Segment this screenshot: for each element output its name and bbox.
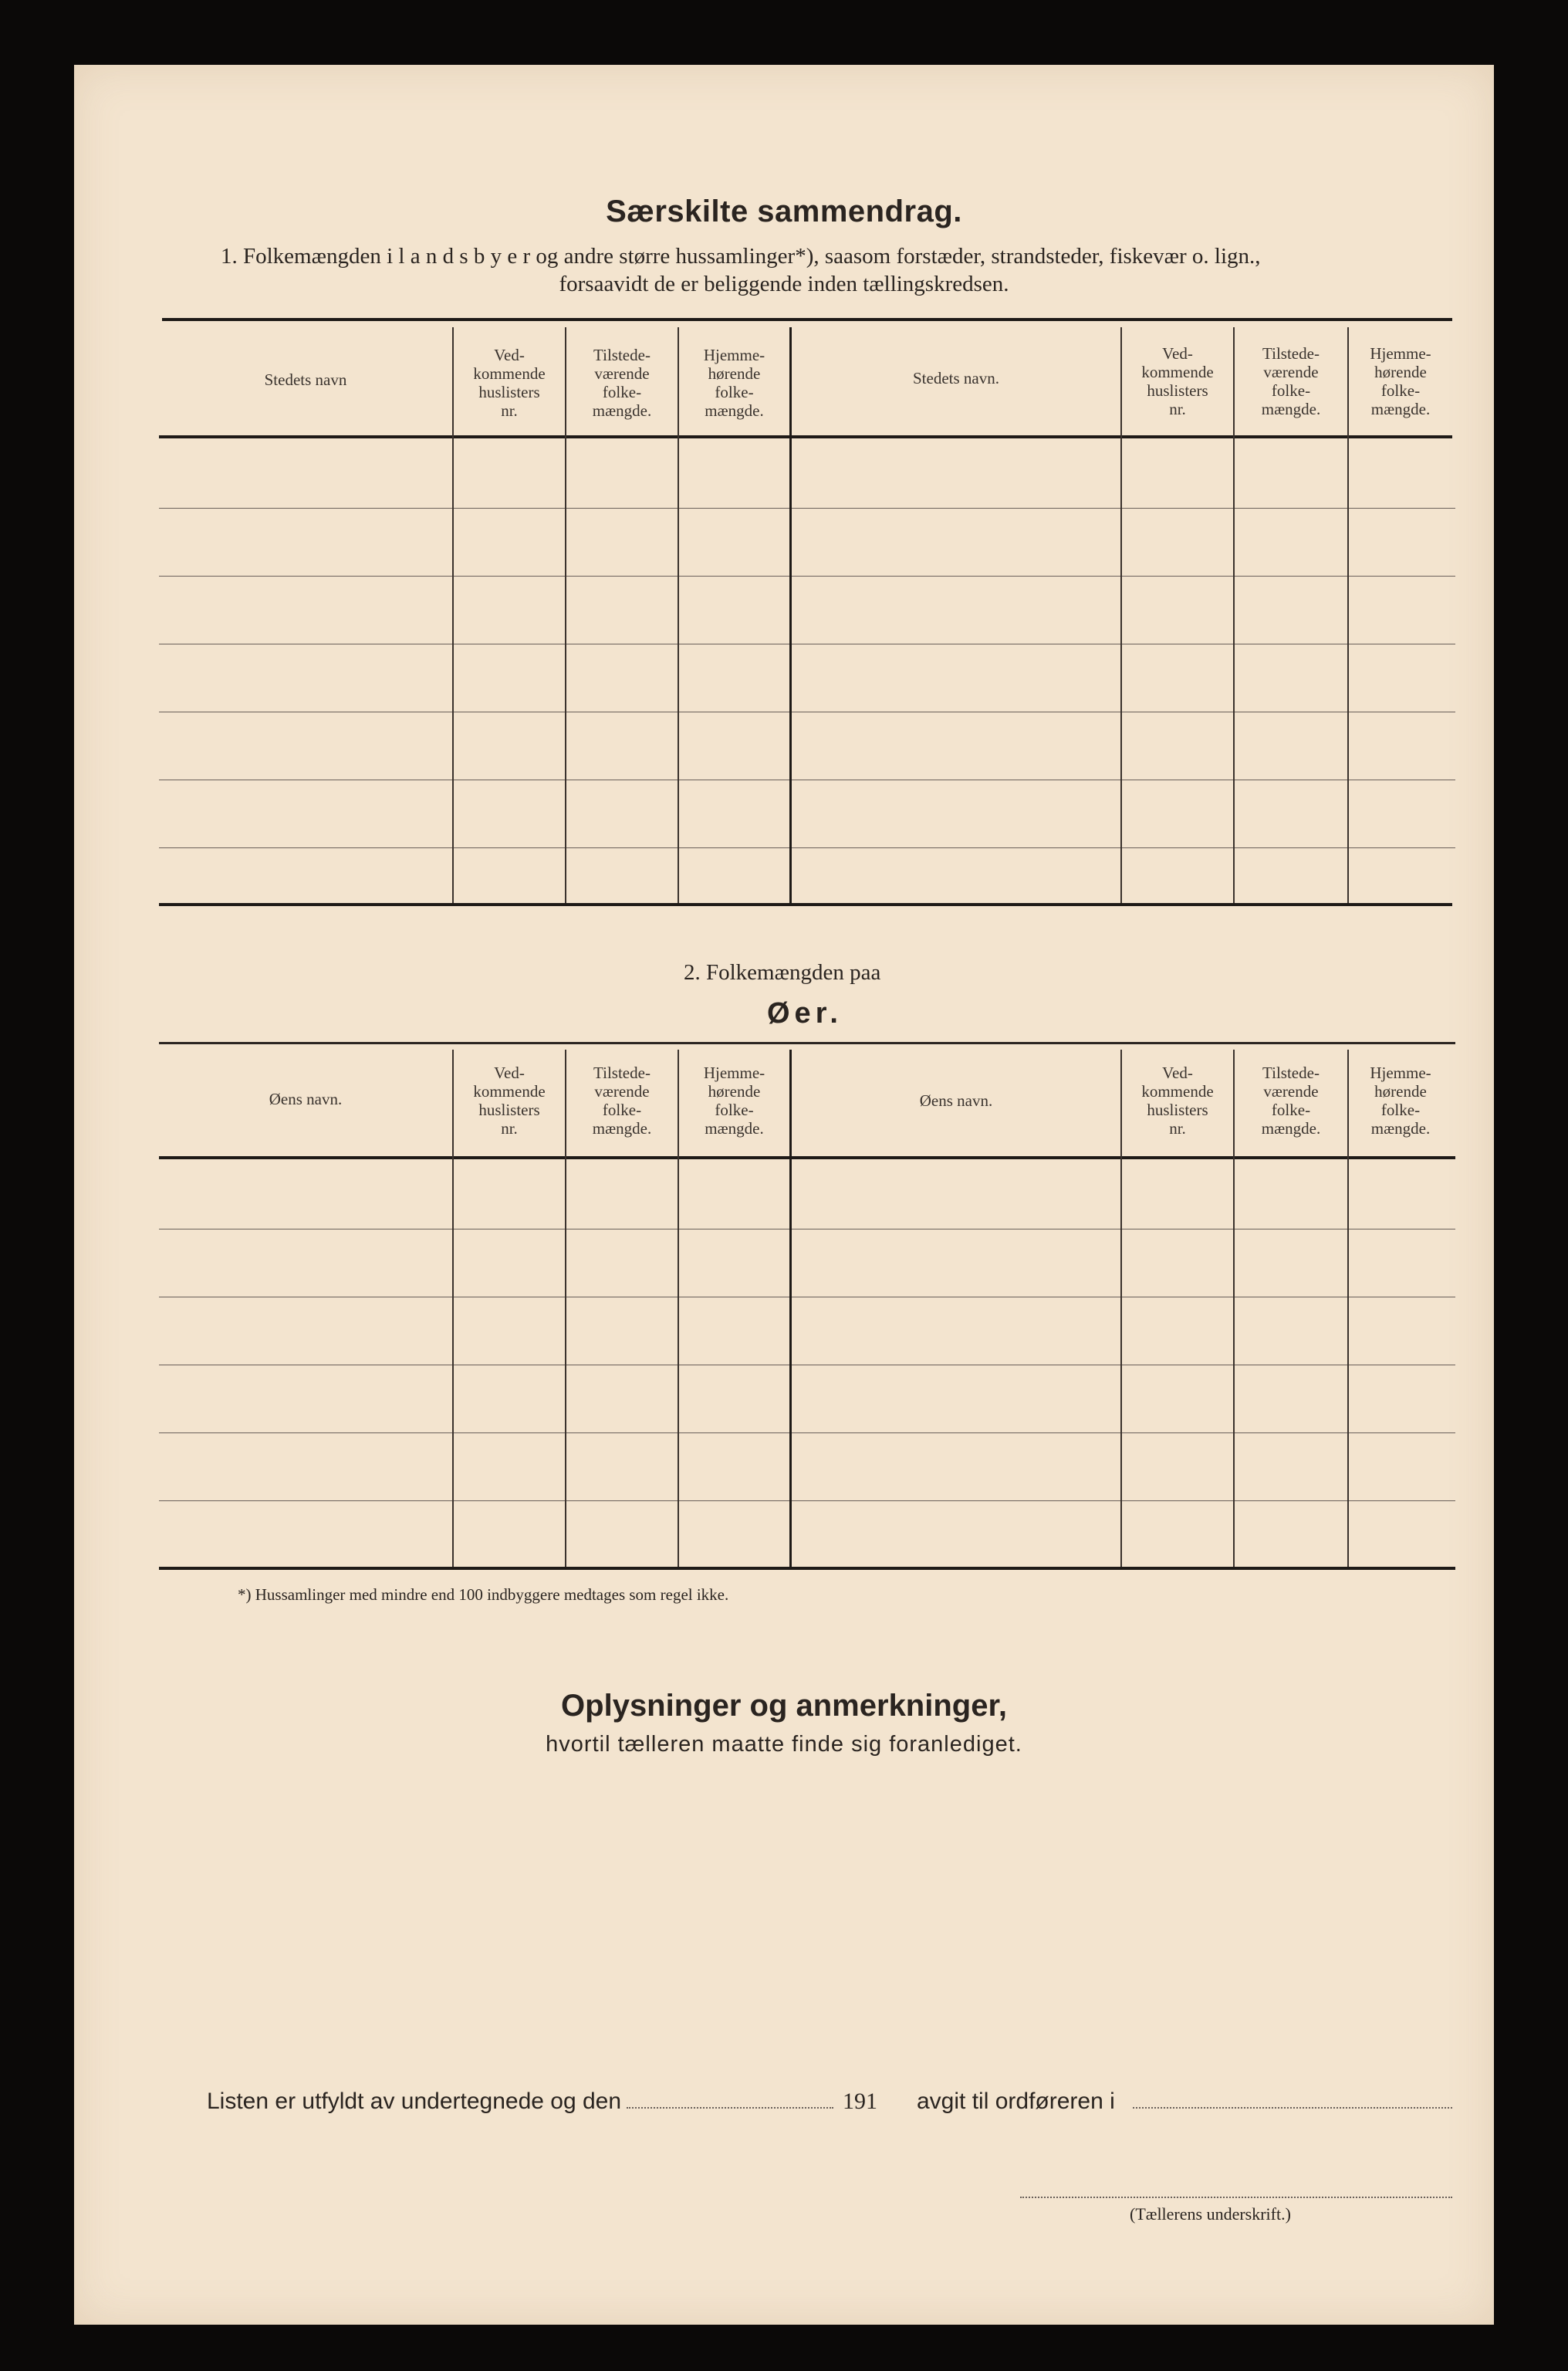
- header-huslister-nr-right: Ved- kommende huslisters nr.: [1141, 344, 1214, 418]
- municipality-blank-line: [1133, 2107, 1452, 2109]
- header-hjemmehorende: Hjemme- hørende folke- mængde.: [703, 346, 765, 420]
- header-stedets-navn: Stedets navn: [264, 370, 347, 389]
- signature-blank-line: [1020, 2197, 1452, 2198]
- section1-line2: forsaavidt de er beliggende inden tællingskredsen.: [559, 272, 1009, 296]
- header-oens-navn: Øens navn.: [269, 1090, 343, 1108]
- header-hjemmehorende-right: Hjemme- hørende folke- mængde.: [1370, 344, 1431, 418]
- header-oer-huslister-nr-right: Ved- kommende huslisters nr.: [1141, 1064, 1214, 1138]
- notes-subtitle: hvortil tælleren maatte finde sig foranlediget.: [546, 1732, 1022, 1757]
- header-oens-navn-right: Øens navn.: [919, 1091, 993, 1110]
- notes-title: Oplysninger og anmerkninger,: [561, 1689, 1007, 1723]
- footnote: *) Hussamlinger med mindre end 100 indbyggere medtages som regel ikke.: [238, 1585, 729, 1604]
- form-heading: Særskilte sammendrag.: [606, 194, 962, 228]
- header-tilstedevaerende-right: Tilstede- værende folke- mængde.: [1261, 344, 1321, 418]
- header-oer-tilstedevaerende: Tilstede- værende folke- mængde.: [592, 1064, 652, 1138]
- header-oer-hjemmehorende: Hjemme- hørende folke- mængde.: [703, 1064, 765, 1138]
- header-oer-tilstedevaerende-right: Tilstede- værende folke- mængde.: [1261, 1064, 1321, 1138]
- signature-year: 191: [843, 2089, 877, 2114]
- header-huslister-nr: Ved- kommende huslisters nr.: [473, 346, 546, 420]
- signature-text-a: Listen er utfyldt av undertegnede og den: [207, 2089, 622, 2114]
- date-blank-line: [627, 2107, 833, 2109]
- header-oer-hjemmehorende-right: Hjemme- hørende folke- mængde.: [1370, 1064, 1431, 1138]
- header-stedets-navn-right: Stedets navn.: [913, 369, 999, 387]
- signature-caption: (Tællerens underskrift.): [1130, 2204, 1291, 2224]
- census-form-page: [74, 65, 1494, 2325]
- section2-line2: Øer.: [767, 997, 843, 1030]
- header-oer-huslister-nr: Ved- kommende huslisters nr.: [473, 1064, 546, 1138]
- signature-text-b: avgit til ordføreren i: [917, 2089, 1115, 2114]
- section1-line1: 1. Folkemængden i l a n d s b y e r og andre større hussamlinger*), saasom forstæder, strandsteder, fiskevær o. lign.,: [221, 244, 1261, 269]
- section2-line1: 2. Folkemængden paa: [684, 960, 881, 985]
- header-tilstedevaerende: Tilstede- værende folke- mængde.: [592, 346, 652, 420]
